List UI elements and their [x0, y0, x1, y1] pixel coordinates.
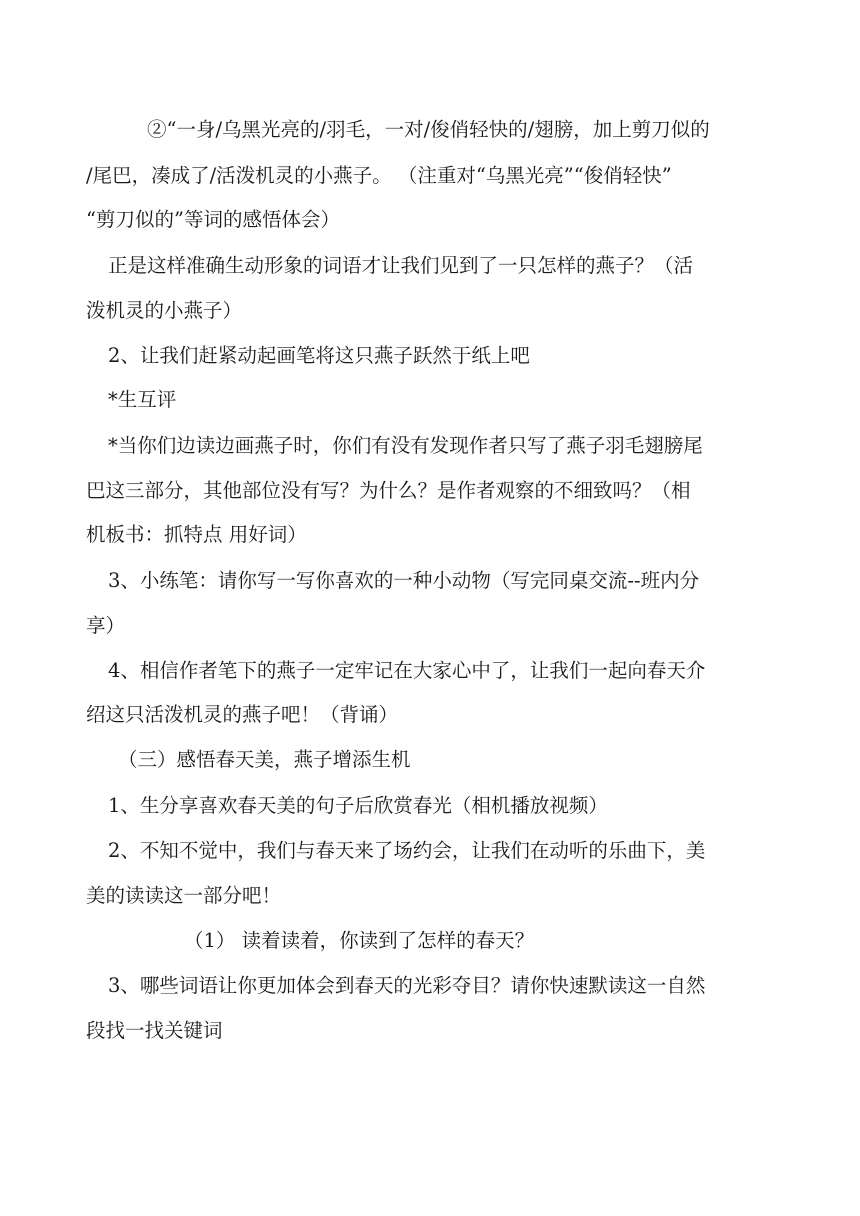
paragraph-line-6: 2、让我们赶紧动起画笔将这只燕子跃然于纸上吧 [108, 344, 530, 367]
paragraph-line-4: 正是这样准确生动形象的词语才让我们见到了一只怎样的燕子？（活 [108, 254, 694, 277]
paragraph-line-16: 1、生分享喜欢春天美的句子后欣赏春光（相机播放视频） [108, 794, 608, 817]
paragraph-line-14: 绍这只活泼机灵的燕子吧！（背诵） [86, 703, 399, 726]
paragraph-line-10: 机板书：抓特点 用好词） [86, 523, 307, 546]
paragraph-line-21: 段找一找关键词 [86, 1019, 223, 1042]
paragraph-line-17: 2、不知不觉中，我们与春天来了场约会，让我们在动听的乐曲下，美 [108, 839, 706, 862]
paragraph-line-12: 享） [86, 614, 126, 637]
paragraph-line-13: 4、相信作者笔下的燕子一定牢记在大家心中了，让我们一起向春天介 [108, 659, 706, 682]
paragraph-line-7: *生互评 [108, 388, 177, 411]
paragraph-line-19: （1） 读着读着，你读到了怎样的春天？ [184, 929, 535, 952]
section-heading: （三）感悟春天美，燕子增添生机 [118, 748, 411, 771]
paragraph-line-18: 美的读读这一部分吧！ [86, 884, 282, 907]
paragraph-line-5: 泼机灵的小燕子） [86, 299, 243, 322]
paragraph-line-2: /尾巴，凑成了/活泼机灵的小燕子。 （注重对“乌黑光亮”“俊俏轻快” [86, 164, 672, 187]
paragraph-line-1: ②“一身/乌黑光亮的/羽毛，一对/俊俏轻快的/翅膀，加上剪刀似的 [147, 118, 710, 141]
paragraph-line-9: 巴这三部分，其他部位没有写？为什么？是作者观察的不细致吗？（相 [86, 479, 691, 502]
paragraph-line-11: 3、小练笔：请你写一写你喜欢的一种小动物（写完同桌交流--班内分 [108, 569, 700, 592]
paragraph-line-8: *当你们边读边画燕子时，你们有没有发现作者只写了燕子羽毛翅膀尾 [108, 434, 703, 457]
paragraph-line-3: “剪刀似的”等词的感悟体会） [86, 208, 340, 231]
paragraph-line-20: 3、哪些词语让你更加体会到春天的光彩夺目？请你快速默读这一自然 [108, 974, 706, 997]
